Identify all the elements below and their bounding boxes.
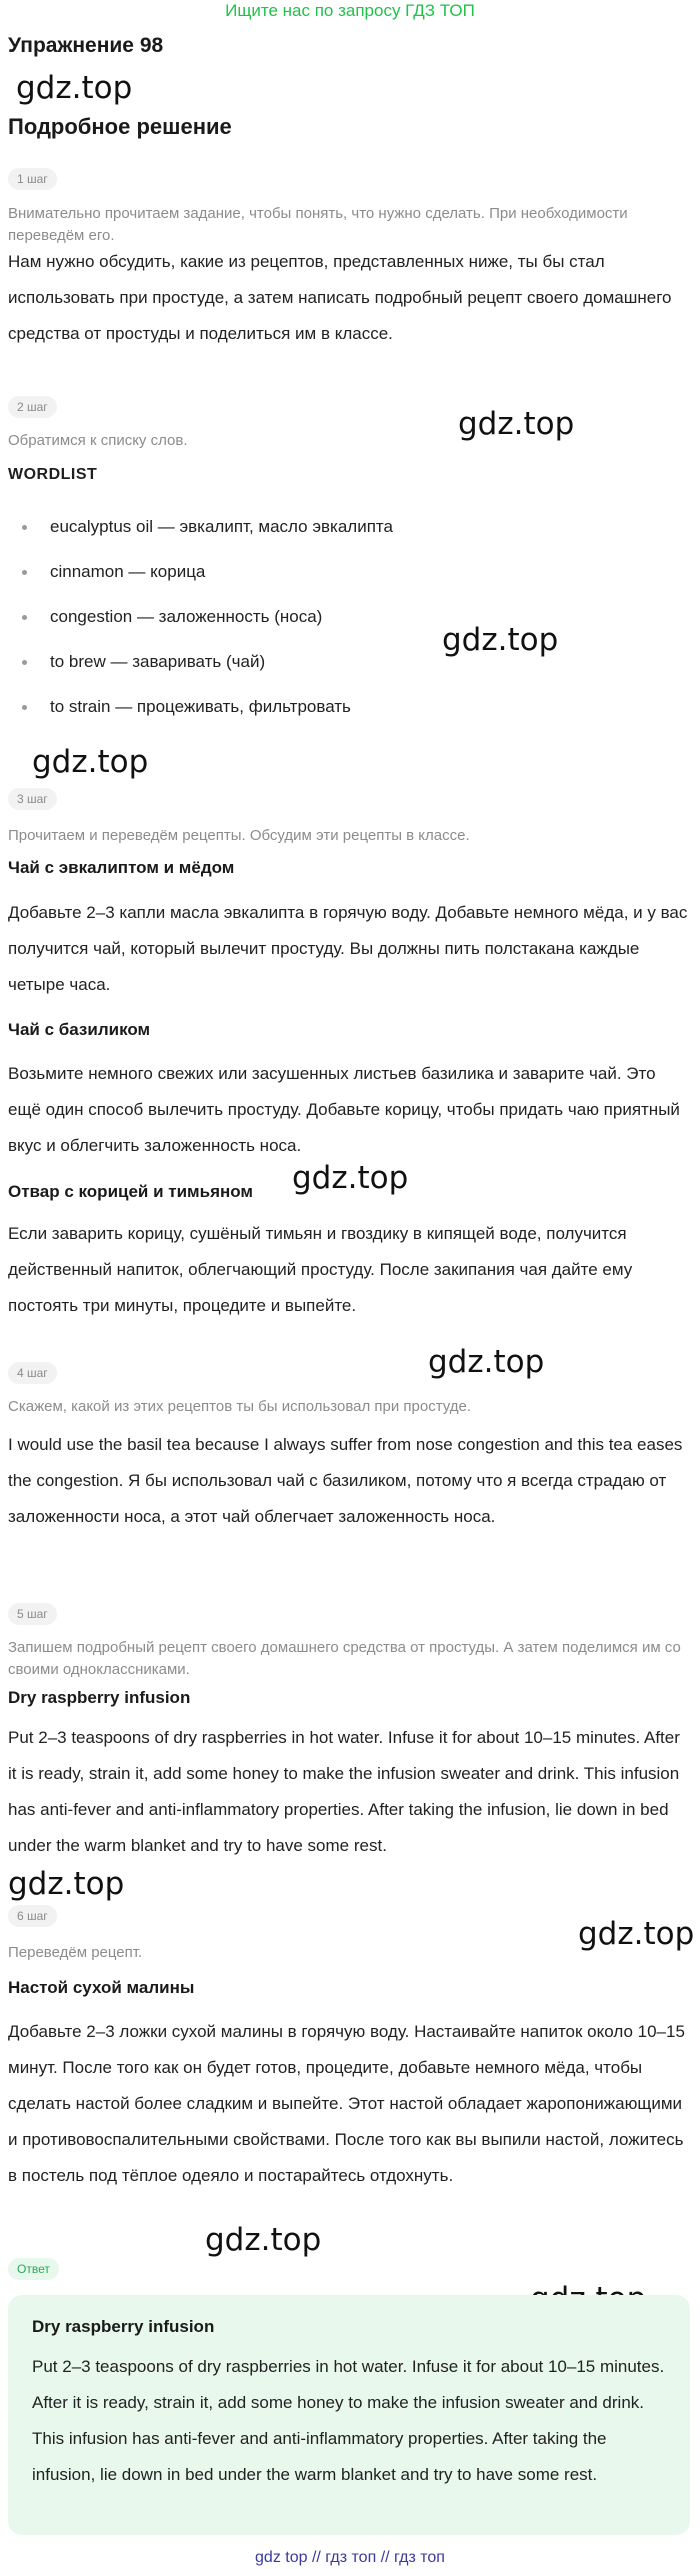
step-3-note: Прочитаем и переведём рецепты. Обсудим эти рецепты в классе. [8,827,470,844]
wordlist-label: WORDLIST [8,466,98,483]
watermark: gdz.top [442,622,559,658]
word-item: to brew — заваривать (чай) [20,647,680,692]
step-4-note: Скажем, какой из этих рецептов ты бы использовал при простуде. [8,1398,472,1415]
word-item: to strain — процеживать, фильтровать [20,692,680,737]
recipe-1-text: Добавьте 2–3 капли масла эвкалипта в горячую воду. Добавьте немного мёда, и у вас получится чай, который вылечит простуду. Вы должны пить полстакана каждые четыре часа. [8,903,688,994]
watermark: gdz.top [458,406,575,442]
wordlist [20,512,680,737]
step-6-recipe-title: Настой сухой малины [8,1978,195,1997]
watermark: gdz.top [16,70,133,106]
word-item: cinnamon — корица [20,557,680,602]
step-5-recipe-text: Put 2–3 teaspoons of dry raspberries in hot water. Infuse it for about 10–15 minutes. After it is ready, strain it, add some honey to make the infusion sweater and drink. This infusion has anti-fever and anti-inflammatory properties. After taking the infusion, lie down in bed under the warm blanket and try to have some rest. [8,1728,680,1855]
watermark: gdz.top [205,2222,322,2258]
watermark: gdz.top [428,1344,545,1380]
step-badge-1: 1 шаг [8,168,57,190]
step-6-recipe-text: Добавьте 2–3 ложки сухой малины в горячую воду. Настаивайте напиток около 10–15 минут. После того как он будет готов, процедите, добавьте немного мёда, чтобы сделать настой более сладким и выпейте. Этот настой обладает жаропонижающими и противовоспалительными свойствами. После того как вы выпили настой, ложитесь в постель под тёплое одеяло и постарайтесь отдохнуть. [8,2022,685,2185]
watermark: gdz.top [292,1160,409,1196]
recipe-3-title: Отвар с корицей и тимьяном [8,1182,253,1201]
step-4-text: I would use the basil tea because I always suffer from nose congestion and this tea eases the congestion. Я бы использовал чай с базиликом, потому что я всегда страдаю от заложенности носа, а этот чай облегчает заложенность носа. [8,1435,683,1526]
step-1-note: Внимательно прочитаем задание, чтобы понять, что нужно сделать. При необходимости переведём его. [8,205,628,244]
step-badge-5: 5 шаг [8,1603,57,1625]
top-banner[interactable]: Ищите нас по запросу ГДЗ ТОП [225,1,475,20]
recipe-2-text: Возьмите немного свежих или засушенных листьев базилика и заварите чай. Это ещё один способ вылечить простуду. Добавьте корицу, чтобы придать чаю приятный вкус и облегчить заложенность носа. [8,1064,680,1155]
word-item: eucalyptus oil — эвкалипт, масло эвкалипта [20,512,680,557]
step-badge-3: 3 шаг [8,788,57,810]
recipe-2-title: Чай с базиликом [8,1020,151,1039]
recipe-1-title: Чай с эвкалиптом и мёдом [8,858,235,877]
step-2-note: Обратимся к списку слов. [8,432,188,449]
recipe-3-text: Если заварить корицу, сушёный тимьян и гвоздику в кипящей воде, получится действенный напиток, облегчающий простуду. После закипания чая дайте ему постоять три минуты, процедите и выпейте. [8,1224,633,1315]
watermark: gdz.top [32,744,149,780]
watermark: gdz.top [578,1916,695,1952]
step-6-note: Переведём рецепт. [8,1944,143,1961]
step-badge-4: 4 шаг [8,1362,57,1384]
step-5-recipe-title: Dry raspberry infusion [8,1688,191,1707]
answer-title: Dry raspberry infusion [32,2317,215,2336]
detail-title: Подробное решение [8,114,232,139]
step-badge-6: 6 шаг [8,1905,57,1927]
step-5-note: Запишем подробный рецепт своего домашнего средства от простуды. А затем поделимся им со своими одноклассниками. [8,1639,681,1678]
step-1-text: Нам нужно обсудить, какие из рецептов, представленных ниже, ты бы стал использовать при простуде, а затем написать подробный рецепт своего домашнего средства от простуды и поделиться им в классе. [8,252,672,343]
answer-badge: Ответ [8,2258,59,2280]
answer-box [8,2295,690,2535]
watermark: gdz.top [8,1866,125,1902]
step-badge-2: 2 шаг [8,396,57,418]
footer-links[interactable]: gdz top // гдз топ // гдз топ [255,2549,445,2566]
answer-text: Put 2–3 teaspoons of dry raspberries in hot water. Infuse it for about 10–15 minutes. After it is ready, strain it, add some honey to make the infusion sweater and drink. This infusion has anti-fever and anti-inflammatory properties. After taking the infusion, lie down in bed under the warm blanket and try to have some rest. [32,2357,665,2484]
exercise-title: Упражнение 98 [8,34,164,57]
word-item: congestion — заложенность (носа) [20,602,680,647]
